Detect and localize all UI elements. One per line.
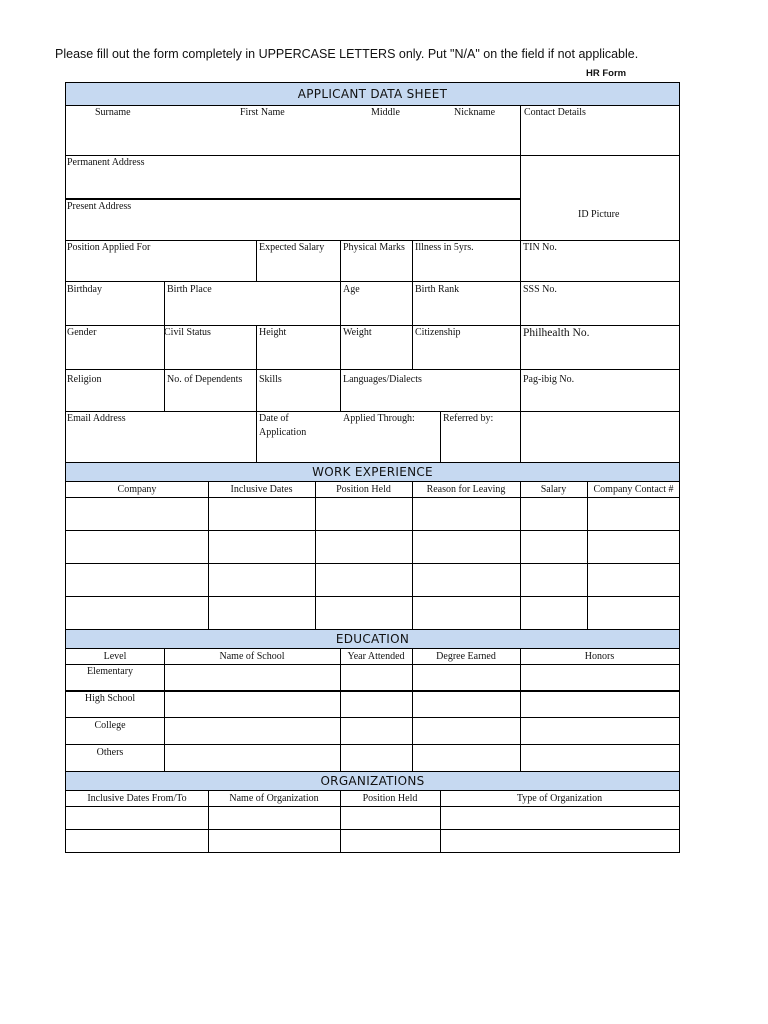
referred-by-field[interactable]: [441, 428, 678, 461]
rule: [66, 281, 679, 282]
work-row[interactable]: [67, 564, 679, 596]
organizations-col-header: Inclusive Dates From/To: [87, 793, 187, 804]
organization-row[interactable]: [67, 807, 679, 829]
contact-details-field[interactable]: [521, 121, 678, 154]
birth-place-label: Birth Place: [167, 284, 212, 295]
work-col-header: Inclusive Dates: [230, 484, 293, 495]
sss-field[interactable]: [521, 298, 678, 324]
education-col-header: Name of School: [219, 651, 285, 662]
form-code: HR Form: [586, 68, 627, 79]
languages-label: Languages/Dialects: [343, 374, 422, 385]
work-col-header: Company: [117, 484, 157, 495]
religion-label: Religion: [67, 374, 102, 385]
philhealth-field[interactable]: [521, 342, 678, 368]
work-col-header: Company Contact #: [593, 484, 674, 495]
work-col-header: Salary: [540, 484, 567, 495]
religion-field[interactable]: [67, 388, 163, 410]
birthday-label: Birthday: [67, 284, 102, 295]
rule: [66, 240, 679, 241]
middle-name-label: Middle: [371, 107, 400, 118]
applied-through-field[interactable]: [341, 428, 439, 461]
age-field[interactable]: [341, 298, 411, 324]
dependents-label: No. of Dependents: [167, 374, 243, 385]
weight-field[interactable]: [341, 342, 411, 368]
id-picture-box[interactable]: [521, 156, 678, 239]
expected-salary-field[interactable]: [257, 256, 339, 280]
present-address-field[interactable]: [67, 214, 519, 239]
organizations-header: ORGANIZATIONS: [66, 771, 679, 791]
expected-salary-label: Expected Salary: [259, 242, 325, 253]
height-label: Height: [259, 327, 287, 338]
organizations-col-header: Position Held: [362, 793, 418, 804]
nickname-label: Nickname: [454, 107, 496, 118]
education-row[interactable]: [165, 665, 679, 690]
education-col-header: Level: [103, 651, 127, 662]
education-row[interactable]: [165, 745, 679, 771]
present-address-label: Present Address: [67, 201, 132, 212]
first-name-label: First Name: [240, 107, 285, 118]
birth-rank-label: Birth Rank: [415, 284, 460, 295]
skills-label: Skills: [259, 374, 282, 385]
gender-field[interactable]: [67, 342, 163, 368]
position-applied-field[interactable]: [67, 256, 255, 280]
organizations-col-header: Name of Organization: [229, 793, 319, 804]
philhealth-label: Philhealth No.: [523, 327, 590, 339]
gender-label: Gender: [67, 327, 97, 338]
position-applied-label: Position Applied For: [67, 242, 151, 253]
rule: [66, 325, 679, 326]
date-of-application-field[interactable]: [257, 442, 339, 461]
height-field[interactable]: [257, 342, 339, 368]
civil-status-field[interactable]: [165, 342, 255, 368]
sss-label: SSS No.: [523, 284, 557, 295]
referred-by-label: Referred by:: [443, 413, 494, 424]
rule: [66, 369, 679, 370]
applicant-section-header: APPLICANT DATA SHEET: [66, 82, 679, 106]
education-header: EDUCATION: [66, 629, 679, 649]
education-level-label: Others: [96, 747, 124, 758]
dependents-field[interactable]: [165, 388, 255, 410]
surname-label: Surname: [95, 107, 131, 118]
illness-label: Illness in 5yrs.: [415, 242, 474, 253]
education-level-label: High School: [84, 693, 136, 704]
birth-rank-field[interactable]: [413, 298, 519, 324]
education-row[interactable]: [165, 718, 679, 744]
pagibig-label: Pag-ibig No.: [523, 374, 575, 385]
rule: [66, 155, 520, 156]
languages-field[interactable]: [341, 388, 519, 410]
education-level-label: Elementary: [86, 666, 134, 677]
education-level-label: College: [94, 720, 126, 731]
skills-field[interactable]: [257, 388, 339, 410]
name-field[interactable]: [67, 121, 519, 154]
work-row[interactable]: [67, 498, 679, 530]
age-label: Age: [343, 284, 360, 295]
physical-marks-label: Physical Marks: [343, 242, 405, 253]
education-col-header: Year Attended: [347, 651, 405, 662]
physical-marks-field[interactable]: [341, 256, 411, 280]
organizations-col-header: Type of Organization: [516, 793, 603, 804]
work-col-header: Position Held: [336, 484, 391, 495]
pagibig-field[interactable]: [521, 388, 678, 410]
rule: [66, 411, 679, 412]
work-row[interactable]: [67, 531, 679, 563]
tin-field[interactable]: [521, 256, 678, 280]
civil-status-label: Civil Status: [164, 327, 211, 338]
application-label: Application: [259, 427, 307, 438]
birthday-field[interactable]: [67, 298, 163, 324]
education-row[interactable]: [165, 692, 679, 717]
organization-row[interactable]: [67, 830, 679, 852]
id-picture-label: ID Picture: [578, 209, 620, 220]
birth-place-field[interactable]: [165, 298, 339, 324]
education-col-header: Degree Earned: [436, 651, 496, 662]
work-experience-header: WORK EXPERIENCE: [66, 462, 679, 482]
education-col-header: Honors: [584, 651, 615, 662]
permanent-address-label: Permanent Address: [67, 157, 145, 168]
citizenship-label: Citizenship: [415, 327, 461, 338]
work-row[interactable]: [67, 597, 679, 629]
citizenship-field[interactable]: [413, 342, 519, 368]
permanent-address-field[interactable]: [67, 170, 519, 197]
applied-through-label: Applied Through:: [343, 413, 415, 424]
date-of-label: Date of: [259, 413, 289, 424]
weight-label: Weight: [343, 327, 372, 338]
form-instructions: Please fill out the form completely in UPPERCASE LETTERS only. Put "N/A" on the field if not applicable.: [55, 47, 639, 61]
work-col-header: Reason for Leaving: [426, 484, 506, 495]
illness-field[interactable]: [413, 256, 519, 280]
email-label: Email Address: [67, 413, 126, 424]
rule: [66, 198, 520, 200]
email-field[interactable]: [67, 428, 255, 461]
tin-label: TIN No.: [523, 242, 557, 253]
contact-details-label: Contact Details: [524, 107, 586, 118]
